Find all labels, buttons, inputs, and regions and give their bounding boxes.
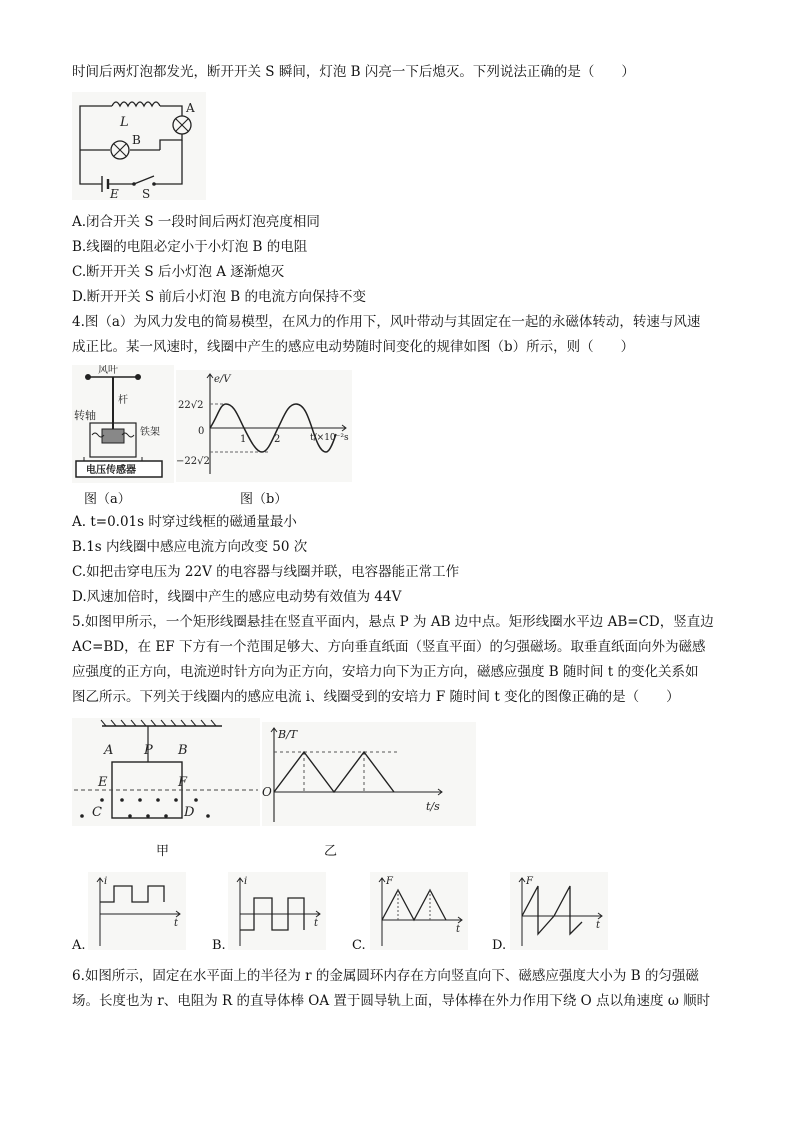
q4-label-rod: 杆 (118, 395, 128, 406)
q4-stem-line2: 成正比。某一风速时，线圈中产生的感应电动势随时间变化的规律如图（b）所示，则（ ） (72, 339, 635, 355)
q4-option-d: D.风速加倍时，线圈中产生的感应电动势有效值为 44V (72, 589, 402, 605)
q5-choice-a-taxis: t (174, 918, 179, 929)
q5-choice-a-yaxis: i (104, 876, 108, 887)
q4-emf-chart (176, 370, 352, 482)
q4-caption-a: 图（a） (84, 492, 131, 507)
q5-caption-jia: 甲 (156, 844, 170, 859)
q5-yi-ylabel: B/T (278, 728, 298, 741)
q5-stem-line1: 5.如图甲所示，一个矩形线圈悬挂在竖直平面内，悬点 P 为 AB 边中点。矩形线圈水平边 AB=CD，竖直边 (72, 614, 714, 630)
q5-label-P: P (144, 743, 153, 758)
q3-option-d: D.断开开关 S 前后小灯泡 B 的电流方向保持不变 (72, 289, 366, 305)
q4-option-b: B.1s 内线圈中感应电流方向改变 50 次 (72, 539, 308, 555)
q4-chart-origin: 0 (198, 426, 205, 437)
q4-label-blade: 风叶 (98, 365, 118, 376)
q5-choice-c-letter: C. (352, 938, 366, 953)
q4-label-frame: 铁架 (140, 427, 160, 438)
q4-option-c: C.如把击穿电压为 22V 的电容器与线圈并联，电容器能正常工作 (72, 564, 460, 580)
q5-choice-c-graph (370, 872, 468, 950)
q5-yi-xlabel: t/s (426, 800, 440, 813)
q6-stem-line2: 场。长度也为 r、电阻为 R 的直导体棒 OA 置于圆导轨上面，导体棒在外力作用下绕 O 点以角速度 ω 顺时 (72, 993, 711, 1009)
q3-option-c: C.断开开关 S 后小灯泡 A 逐渐熄灭 (72, 264, 285, 280)
q3-label-L: L (120, 115, 129, 130)
q3-label-B: B (132, 133, 141, 147)
q5-choice-c-yaxis: F (386, 876, 393, 887)
q4-chart-xlabel: t/×10⁻²s (310, 433, 349, 443)
q4-wind-generator-figure (72, 365, 174, 483)
q3-stem-tail: 时间后两灯泡都发光，断开开关 S 瞬间，灯泡 B 闪亮一下后熄灭。下列说法正确的是（ ） (72, 64, 635, 80)
q3-option-b: B.线圈的电阻必定小于小灯泡 B 的电阻 (72, 239, 308, 255)
q5-yi-origin: O (262, 785, 272, 799)
q4-label-sensor: 电压传感器 (86, 465, 136, 476)
q4-chart-tick-1: 1 (240, 434, 247, 445)
q4-chart-tick-2: 2 (274, 434, 281, 445)
q5-choice-b-graph (228, 872, 326, 950)
q5-label-E: E (98, 775, 108, 790)
q3-circuit-diagram (72, 92, 206, 200)
q4-label-shaft: 转轴 (74, 409, 96, 422)
q5-label-C: C (92, 805, 102, 820)
q5-figure-jia (72, 718, 260, 826)
q5-choice-d-taxis: t (596, 920, 601, 931)
q5-choice-b-yaxis: i (244, 876, 248, 887)
q3-label-A: A (186, 101, 195, 115)
q6-stem-line1: 6.如图所示，固定在水平面上的半径为 r 的金属圆环内存在方向竖直向下、磁感应强度大小为 B 的匀强磁 (72, 968, 699, 984)
q4-chart-ymin: −22√2 (176, 456, 210, 467)
q5-stem-line4: 图乙所示。下列关于线圈内的感应电流 i、线圈受到的安培力 F 随时间 t 变化的图像正确的是（ ） (72, 689, 680, 705)
q3-label-S: S (142, 187, 151, 200)
q4-caption-b: 图（b） (240, 492, 288, 507)
q5-label-B: B (178, 743, 188, 758)
q5-choice-d-yaxis: F (526, 876, 533, 887)
q4-chart-ylabel: e/V (214, 374, 231, 385)
q5-choice-c-taxis: t (456, 924, 461, 935)
q5-figure-yi (262, 722, 476, 826)
q5-choice-b-taxis: t (314, 918, 319, 929)
q5-caption-yi: 乙 (324, 844, 338, 859)
q3-option-a: A.闭合开关 S 一段时间后两灯泡亮度相同 (72, 214, 320, 230)
q5-choice-a-letter: A. (72, 938, 86, 953)
q5-label-D: D (184, 805, 195, 820)
q4-chart-ymax: 22√2 (178, 400, 204, 411)
q5-label-A: A (104, 743, 114, 758)
q5-stem-line3: 应强度的正方向，电流逆时针方向为正方向，安培力向下为正方向，磁感应强度 B 随时间 t 的变化关系如 (72, 664, 699, 680)
q5-choice-b-letter: B. (212, 938, 226, 953)
q5-choice-d-letter: D. (492, 938, 507, 953)
q5-label-F: F (178, 775, 188, 790)
q5-choice-a-graph (88, 872, 186, 950)
q3-label-E: E (110, 187, 119, 200)
q4-option-a: A. t=0.01s 时穿过线框的磁通量最小 (72, 514, 297, 530)
q4-stem-line1: 4.图（a）为风力发电的简易模型，在风力的作用下，风叶带动与其固定在一起的永磁体转动，转速与风速 (72, 314, 701, 330)
q5-stem-line2: AC=BD，在 EF 下方有一个范围足够大、方向垂直纸面（竖直平面）的匀强磁场。取垂直纸面向外为磁感 (72, 639, 706, 655)
q5-choice-d-graph (510, 872, 608, 950)
